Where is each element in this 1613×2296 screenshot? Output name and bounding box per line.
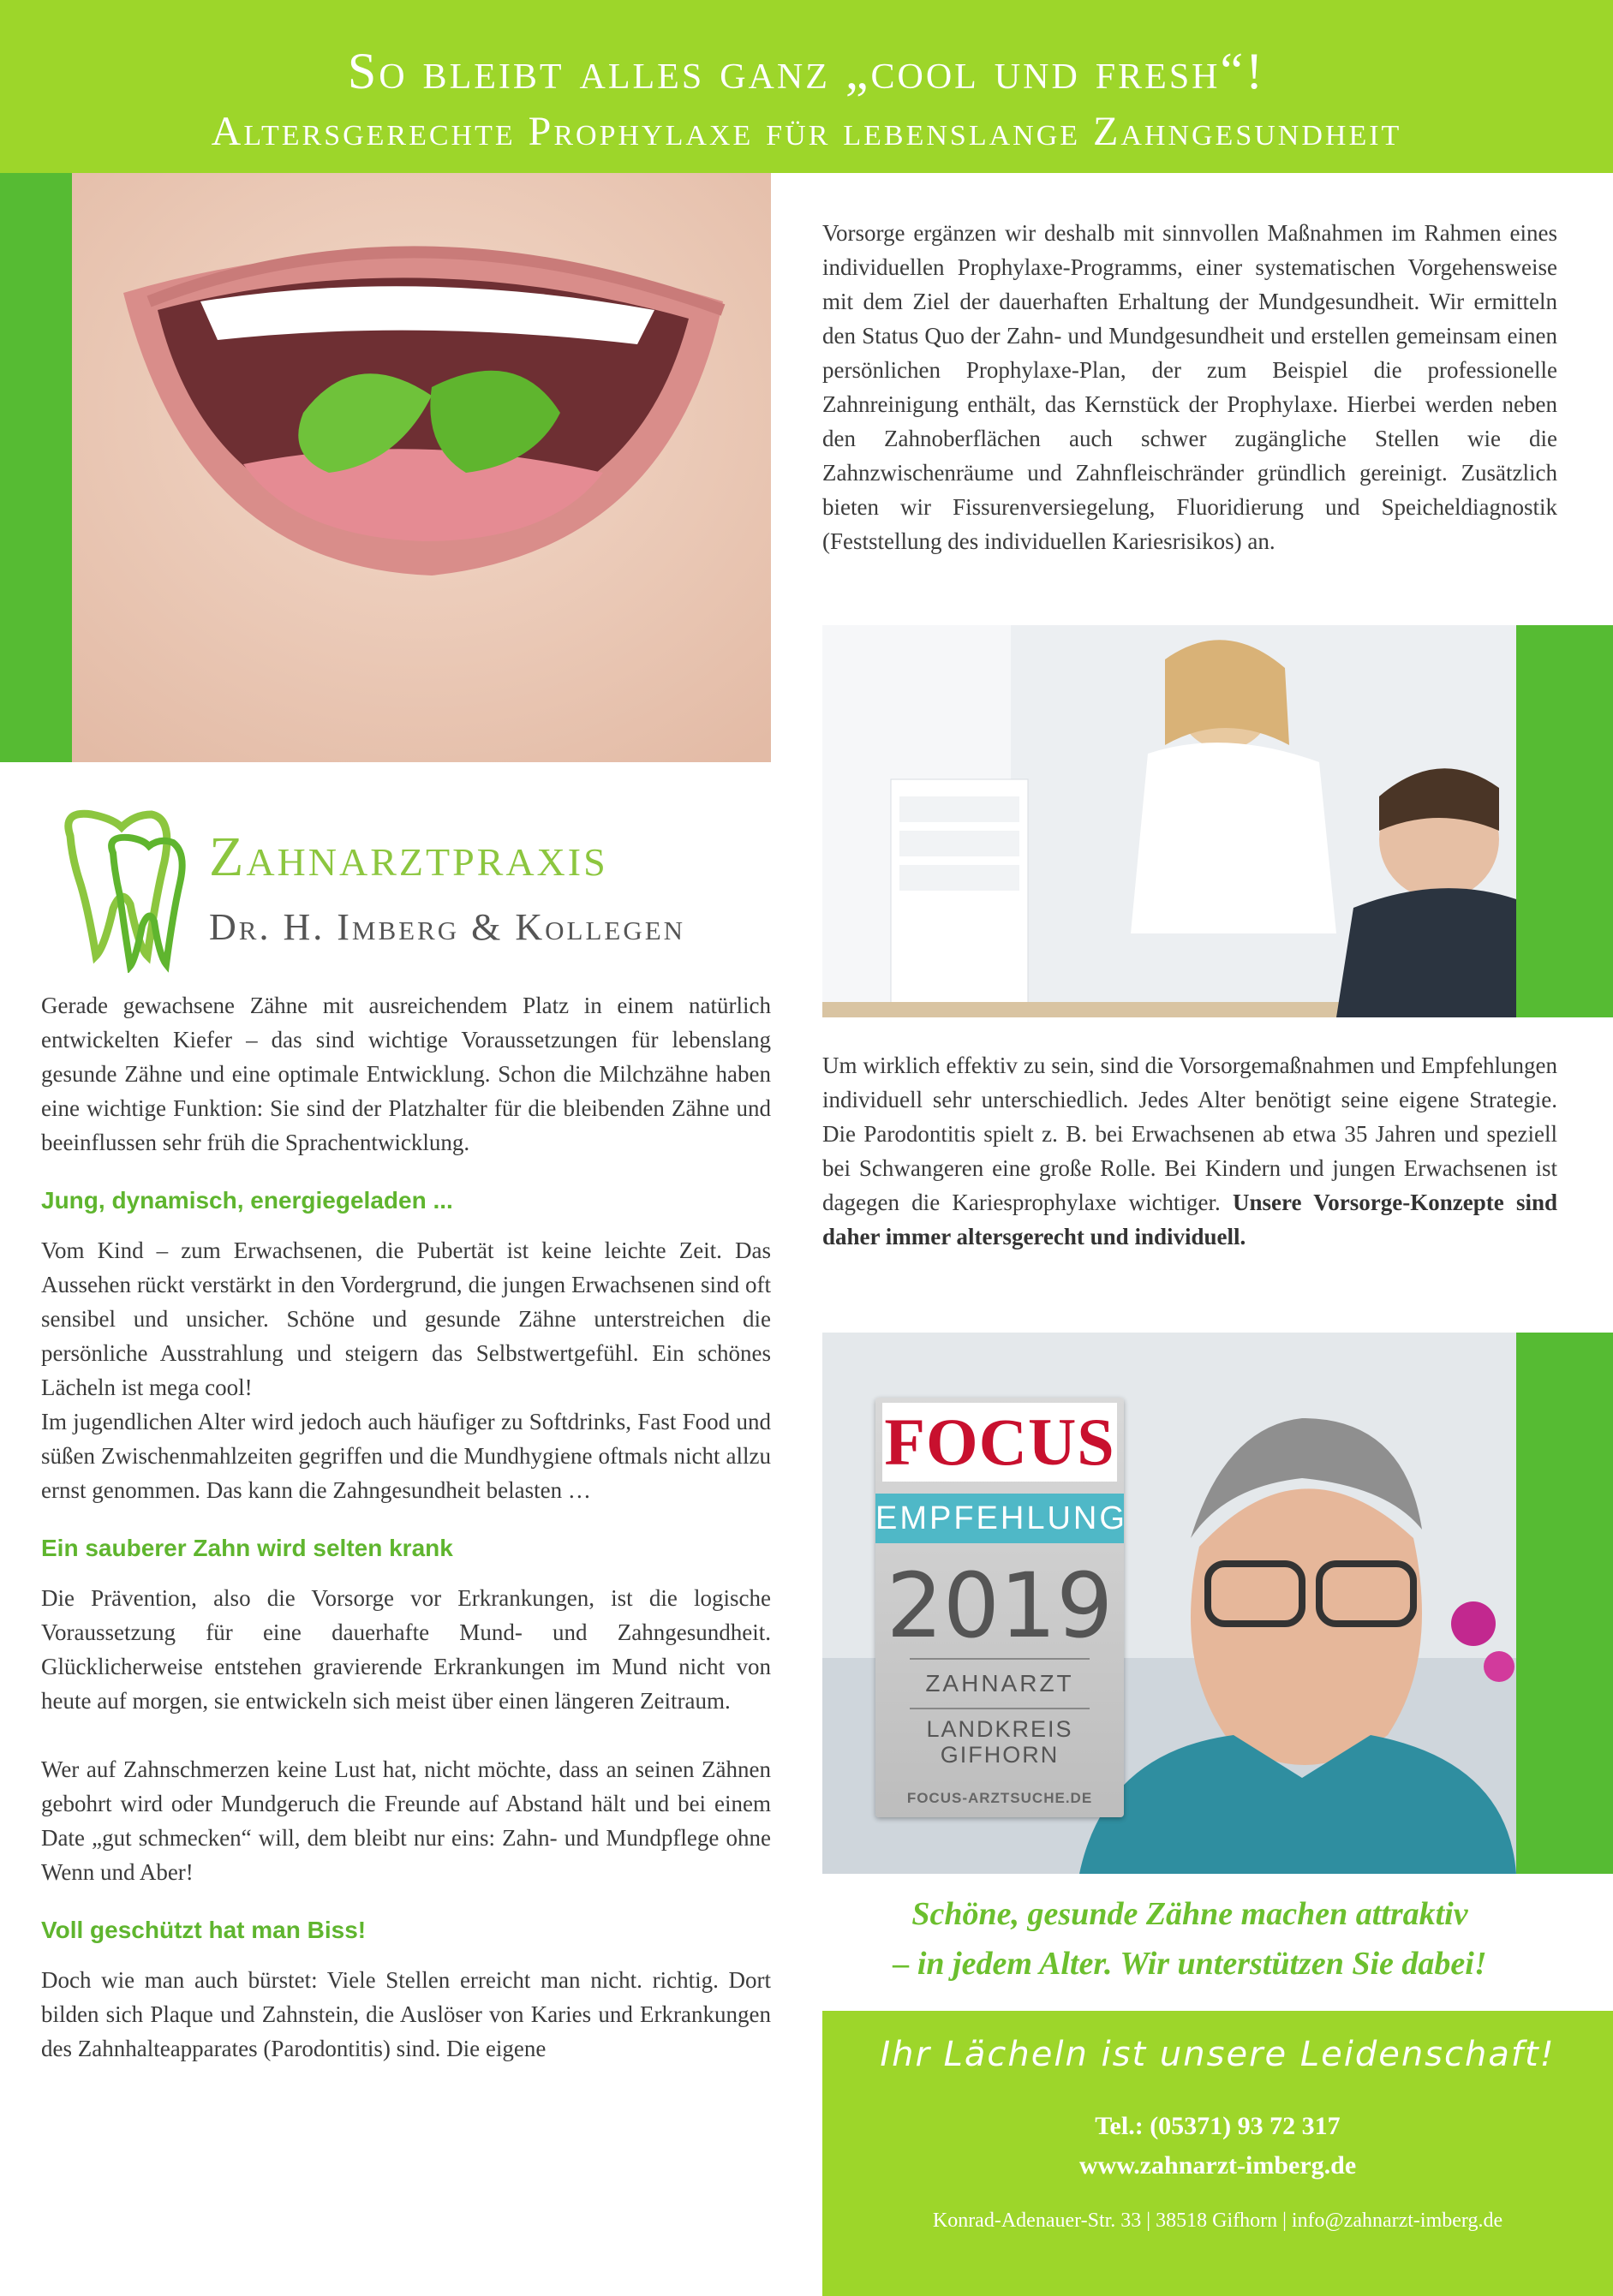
slogan — [822, 1889, 1557, 1989]
focus-divider-1 — [910, 1658, 1090, 1660]
intro-paragraph: Gerade gewachsene Zähne mit ausreichendem Platz in einem natürlich entwickelten Kiefer – das sind wichtige Voraussetzungen für lebenslang gesunde Zähne und eine optimale Entwicklung. Schon die Milchzähne haben eine wichtige Funktion: Sie sind der Platzhalter für die bleibenden Zähne und beeinflussen sehr früh die Sprachentwicklung. — [41, 993, 771, 1155]
focus-year: 2019 — [886, 1554, 1114, 1658]
slogan-line2: – in jedem Alter. Wir unterstützen Sie dabei! — [893, 1946, 1487, 1982]
right-column-top — [822, 216, 1557, 558]
focus-region — [875, 1716, 1124, 1768]
tooth-logo-icon — [53, 802, 190, 973]
focus-region-line2: GIFHORN — [940, 1742, 1060, 1768]
slogan-line1: Schöne, gesunde Zähne machen attraktiv — [911, 1896, 1468, 1932]
footer-claim: Ihr Lächeln ist unsere Leidenschaft! — [880, 2035, 1556, 2074]
paragraph-pubertaet: Vom Kind – zum Erwachsenen, die Pubertät ist keine leichte Zeit. Das Aussehen rückt verstärkt in den Vordergrund, die jungen Erwachsenen sind oft sensibel und unsicher. Schöne und gesunde Zähne unterstreichen die persönliche Ausstrahlung und steigern das Selbstwertgefühl. Ein schönes Lächeln ist mega cool! — [41, 1237, 771, 1400]
mouth-mint-photo — [72, 173, 771, 762]
heading-sauberer-zahn: Ein sauberer Zahn wird selten krank — [41, 1535, 453, 1561]
focus-divider-2 — [910, 1708, 1090, 1709]
footer-address: Konrad-Adenauer-Str. 33 | 38518 Gifhorn | info@zahnarzt-imberg.de — [932, 2210, 1503, 2232]
paragraph-praevention: Die Prävention, also die Vorsorge vor Erkrankungen, ist die logische Voraussetzung für eine dauerhafte Mund- und Zahngesundheit. Glücklicherweise entstehen gravierende Erkrankungen im Mund nicht von heute auf morgen, sie entwickeln sich meist über einen längeren Zeitraum. — [41, 1585, 771, 1714]
right-column-middle — [822, 1048, 1557, 1254]
footer-phone[interactable]: Tel.: (05371) 93 72 317 — [1095, 2112, 1341, 2140]
dental-office-photo — [822, 625, 1516, 1017]
focus-empfehlung-label: EMPFEHLUNG — [875, 1494, 1124, 1543]
paragraph-effektiv-text: Um wirklich effektiv zu sein, sind die Vorsorgemaßnahmen und Empfehlungen individuell sehr unterschiedlich. Jedes Alter benötigt seine eigene Strategie. Die Parodontitis spielt z. B. bei Erwachsenen ab etwa 35 Jahren und speziell bei Schwangeren eine große Rolle. Bei Kindern und jungen Erwachsenen ist dagegen die Kariesprophylaxe wichtiger. — [822, 1053, 1557, 1215]
right-green-bar-1 — [1516, 625, 1613, 1017]
right-green-bar-2 — [1516, 1333, 1613, 1874]
left-column — [41, 988, 771, 2066]
paragraph-zahnschmerzen: Wer auf Zahnschmerzen keine Lust hat, nicht möchte, dass an seinen Zähnen gebohrt wird oder Mundgeruch die Freunde auf Abstand hält und bei einem Date „gut schmecken“ will, dem bleibt nur eins: Zahn- und Mundpflege ohne Wenn und Aber! — [41, 1756, 771, 1885]
page-title: So bleibt alles ganz „cool und fresh“! — [347, 43, 1266, 99]
logo-subtitle: Dr. H. Imberg & Kollegen — [209, 906, 686, 948]
paragraph-effektiv — [822, 1048, 1557, 1254]
left-green-bar — [0, 173, 72, 762]
paragraph-effektiv-bold: Unsere Vorsorge-Konzepte sind daher immer altersgerecht und individuell. — [822, 1190, 1557, 1249]
paragraph-buersten: Doch wie man auch bürstet: Viele Stellen erreicht man nicht. richtig. Dort bilden sich Plaque und Zahnstein, die Auslöser von Karies und Erkrankungen des Zahnhalteapparates (Parodontitis) sind. Die eigene — [41, 1967, 771, 2061]
heading-voll-geschuetzt: Voll geschützt hat man Biss! — [41, 1917, 367, 1943]
focus-recommendation-badge — [875, 1398, 1127, 1817]
focus-region-line1: LANDKREIS — [926, 1716, 1073, 1742]
contact-box — [822, 2011, 1613, 2296]
focus-category: ZAHNARZT — [925, 1670, 1074, 1697]
focus-url: FOCUS-ARZTSUCHE.DE — [906, 1790, 1093, 1806]
focus-brand: FOCUS — [882, 1403, 1117, 1482]
paragraph-softdrinks: Im jugendlichen Alter wird jedoch auch häufiger zu Softdrinks, Fast Food und süßen Zwischenmahlzeiten gegriffen und die Mundhygiene oftmals nicht allzu ernst genommen. Das kann die Zahngesundheit belasten … — [41, 1409, 771, 1503]
page-subtitle: Altersgerechte Prophylaxe für lebenslange Zahngesundheit — [211, 109, 1402, 154]
mouth-mint-image — [72, 173, 771, 762]
footer-website-link[interactable]: www.zahnarzt-imberg.de — [1078, 2151, 1357, 2180]
logo-title: Zahnarztpraxis — [209, 826, 608, 888]
paragraph-vorsorge: Vorsorge ergänzen wir deshalb mit sinnvollen Maßnahmen im Rahmen eines individuellen Prophylaxe-Programms, einer systematischen Vorgehensweise mit dem Ziel der dauerhaften Erhaltung der Mundgesundheit. Wir ermitteln den Status Quo der Zahn- und Mundgesundheit und erstellen gemeinsam einen persönlichen Prophylaxe-Plan, der zum Beispiel die professionelle Zahnreinigung enthält, das Kernstück der Prophylaxe. Hierbei werden neben den Zahnoberflächen auch schwer zugängliche Stellen wie die Zahnzwischenräume und Zahnfleischränder gründlich gereinigt. Zusätzlich bieten wir Fissurenversiegelung, Fluoridierung und Speicheldiagnostik (Feststellung des individuellen Kariesrisikos) an. — [822, 220, 1557, 554]
heading-jung: Jung, dynamisch, energiegeladen ... — [41, 1187, 453, 1214]
header-banner — [0, 0, 1613, 173]
